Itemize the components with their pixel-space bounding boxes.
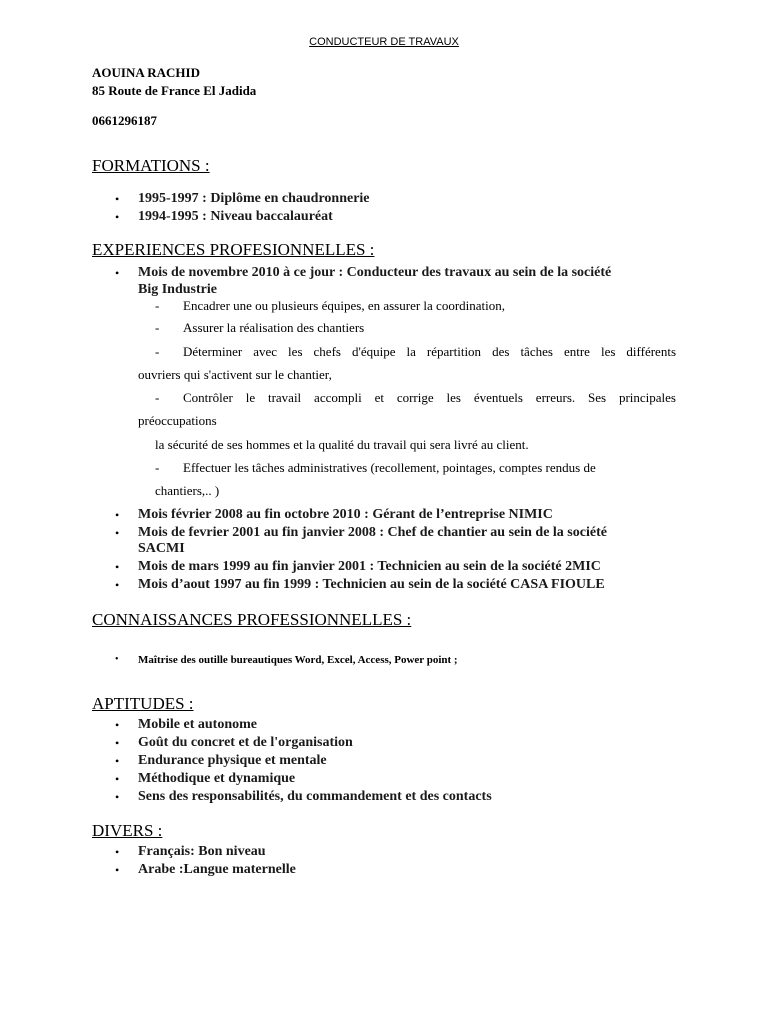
bullet-icon: • [115,654,119,665]
aptitude-item: Méthodique et dynamique [138,771,296,786]
connaissance-item: Maîtrise des outille bureautiques Word, Excel, Access, Power point ; [138,654,458,666]
experience-item-continued: SACMI [138,541,185,556]
bullet-icon: • [115,863,120,877]
task-line-continued: ouvriers qui s'activent sur le chantier, [138,367,332,382]
bullet-icon: • [115,578,120,592]
dash-icon: - [155,320,160,335]
experience-item: Mois février 2008 au fin octobre 2010 : Gérant de l’entreprise NIMIC [138,507,553,522]
dash-icon: - [155,298,160,313]
bullet-icon: • [115,736,120,750]
aptitude-item: Sens des responsabilités, du commandement et des contacts [138,789,492,804]
task-line: Encadrer une ou plusieurs équipes, en assurer la coordination, [183,298,506,313]
task-line-continued: la sécurité de ses hommes et la qualité du travail qui sera livré au client. [155,437,529,452]
aptitude-item: Endurance physique et mentale [138,753,327,768]
bullet-icon: • [115,560,120,574]
dash-icon: - [155,460,160,475]
bullet-icon: • [115,210,120,224]
formations-heading: FORMATIONS : [92,156,210,175]
bullet-icon: • [115,845,120,859]
aptitudes-heading: APTITUDES : [92,694,194,713]
divers-heading: DIVERS : [92,821,163,840]
experience-item-continued: Big Industrie [138,282,217,297]
candidate-phone: 0661296187 [92,113,157,128]
bullet-icon: • [115,754,120,768]
task-line: Effectuer les tâches administratives (recollement, pointages, comptes rendus de [183,460,596,475]
formation-item: 1994-1995 : Niveau baccalauréat [138,209,333,224]
document-title: CONDUCTEUR DE TRAVAUX [309,36,459,48]
experience-item: Mois de fevrier 2001 au fin janvier 2008 : Chef de chantier au sein de la société [138,525,607,540]
divers-item: Arabe :Langue maternelle [138,862,296,877]
connaissances-heading: CONNAISSANCES PROFESSIONNELLES : [92,610,412,629]
bullet-icon: • [115,772,120,786]
aptitude-item: Mobile et autonome [138,717,257,732]
experience-item: Mois de mars 1999 au fin janvier 2001 : Technicien au sein de la société 2MIC [138,559,601,574]
dash-icon: - [155,390,160,405]
experience-item: Mois d’aout 1997 au fin 1999 : Technicien au sein de la société CASA FIOULE [138,577,605,592]
task-line-continued: préoccupations [138,413,217,428]
bullet-icon: • [115,718,120,732]
dash-icon: - [155,344,160,359]
divers-item: Français: Bon niveau [138,844,266,859]
task-line-continued: chantiers,.. ) [155,483,220,498]
bullet-icon: • [115,526,120,540]
bullet-icon: • [115,508,120,522]
candidate-name: AOUINA RACHID [92,65,200,80]
aptitude-item: Goût du concret et de l'organisation [138,735,353,750]
task-line: Déterminer avec les chefs d'équipe la répartition des tâches entre les différents [183,344,676,359]
formation-item: 1995-1997 : Diplôme en chaudronnerie [138,191,370,206]
task-line: Contrôler le travail accompli et corrige les éventuels erreurs. Ses principales [183,390,676,405]
task-line: Assurer la réalisation des chantiers [183,320,365,335]
experience-item: Mois de novembre 2010 à ce jour : Conducteur des travaux au sein de la société [138,265,612,280]
experiences-heading: EXPERIENCES PROFESIONNELLES : [92,240,375,259]
bullet-icon: • [115,192,120,206]
bullet-icon: • [115,790,120,804]
candidate-address: 85 Route de France El Jadida [92,83,257,98]
bullet-icon: • [115,266,120,280]
